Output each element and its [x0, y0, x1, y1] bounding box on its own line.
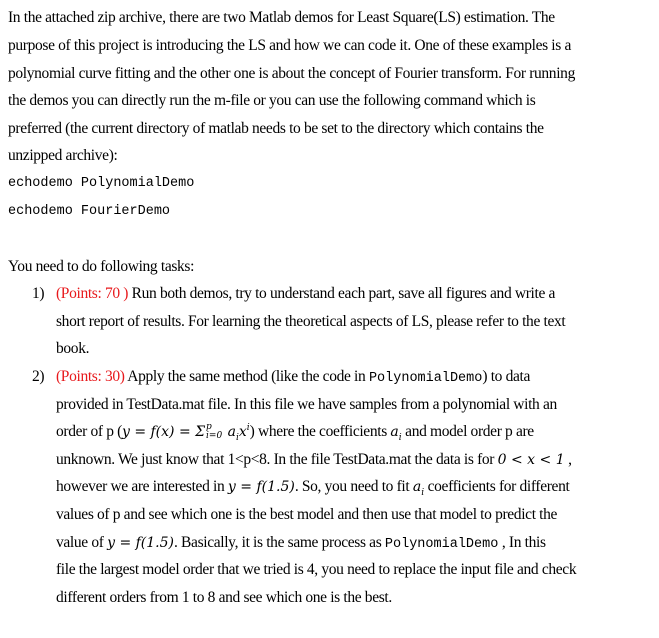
task-text: however we are interested in — [56, 478, 228, 495]
task-line: file the largest model order that we tried is 4, you need to replace the input file and check — [56, 561, 577, 578]
task-text: unknown. We just know that 1<p<8. In the file TestData.mat the data is for — [56, 451, 498, 468]
formula: a — [390, 424, 399, 440]
task-text: , In this — [498, 534, 546, 551]
task-text: coefficients for different — [424, 478, 570, 495]
formula: y = f(x) = Σ — [121, 424, 206, 440]
formula: y = f(1.5) — [107, 535, 174, 551]
task-text: ) where the coefficients — [249, 423, 391, 440]
task-line: short report of results. For learning the theoretical aspects of LS, please refer to the text — [56, 313, 566, 330]
formula-sub: i=0 — [206, 431, 223, 442]
intro-line: purpose of this project is introducing the LS and how we can code it. One of these examples is a — [8, 37, 571, 54]
intro-line: In the attached zip archive, there are two Matlab demos for Least Square(LS) estimation. The — [8, 9, 555, 26]
sum-limits — [206, 423, 222, 441]
formula: a — [223, 424, 236, 440]
task-number: 2) — [32, 368, 45, 385]
formula-sup: p — [206, 422, 212, 433]
intro-line: the demos you can directly run the m-file or you can use the following command which is — [8, 92, 536, 109]
task-text: order of p ( — [56, 423, 122, 440]
formula: 0 < x < 1 — [497, 452, 565, 468]
command-polynomial: echodemo PolynomialDemo — [8, 176, 195, 191]
task-line: provided in TestData.mat file. In this file we have samples from a polynomial with an — [56, 396, 557, 413]
formula: y = f(1.5) — [227, 479, 295, 495]
code-name: PolynomialDemo — [368, 371, 483, 386]
formula-sub: i — [235, 433, 239, 443]
command-fourier: echodemo FourierDemo — [8, 204, 171, 219]
task-line — [56, 284, 555, 304]
formula-sub: i — [398, 433, 402, 443]
task-text: , — [564, 451, 572, 468]
task-text: value of — [56, 534, 108, 551]
task-line — [56, 477, 569, 497]
task-text: ) to data — [482, 368, 530, 385]
tasks-heading: You need to do following tasks: — [8, 258, 195, 275]
formula-sup: i — [246, 423, 250, 433]
task-line — [56, 533, 546, 555]
code-name: PolynomialDemo — [384, 537, 499, 552]
formula-sub: i — [421, 488, 425, 498]
task-line — [56, 367, 530, 389]
task-line — [56, 450, 572, 470]
formula: a — [412, 479, 422, 495]
task-text: Run both demos, try to understand each part, save all figures and write a — [128, 285, 556, 302]
points-label: (Points: 70 ) — [56, 285, 129, 302]
task-number: 1) — [32, 285, 45, 302]
formula: x — [238, 424, 247, 440]
intro-line: preferred (the current directory of matlab needs to be set to the directory which contains the — [8, 120, 544, 137]
task-line: values of p and see which one is the best model and then use that model to predict the — [56, 506, 558, 523]
task-line — [56, 422, 534, 442]
task-line: book. — [56, 340, 90, 357]
task-text: and model order p are — [401, 423, 534, 440]
task-text: . Basically, it is the same process as — [174, 534, 385, 551]
task-text: Apply the same method (like the code in — [124, 368, 369, 385]
task-text: . So, you need to fit — [294, 478, 413, 495]
points-label: (Points: 30) — [56, 368, 125, 385]
task-line: different orders from 1 to 8 and see which one is the best. — [56, 589, 392, 606]
intro-line: unzipped archive): — [8, 147, 118, 164]
intro-line: polynomial curve fitting and the other one is about the concept of Fourier transform. For running — [8, 65, 575, 82]
